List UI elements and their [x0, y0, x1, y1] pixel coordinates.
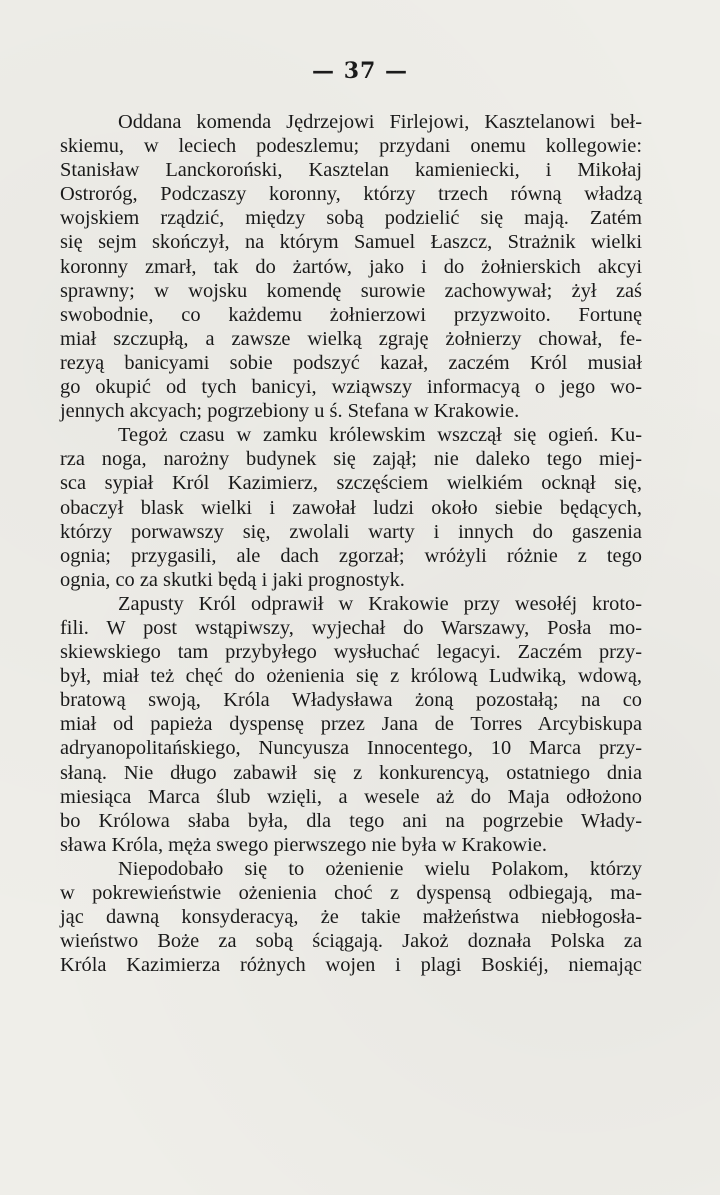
text-line: fili. W post wstąpiwszy, wyjechał do Warszawy, Posła mo- — [60, 616, 642, 639]
text-line: sprawny; w wojsku komendę surowie zachowywał; żył zaś — [60, 279, 642, 302]
page-number: — 37 — — [312, 58, 408, 84]
text-line: wojskiem rządzić, między sobą podzielić się mają. Zatém — [60, 207, 642, 230]
text-line: którzy porwawszy się, zwolali warty i innych do gaszenia — [60, 520, 642, 543]
body-text — [60, 110, 642, 977]
text-line: Niepodobało się to ożenienie wielu Polakom, którzy — [118, 857, 642, 880]
text-line: w pokrewieństwie ożenienia choć z dyspensą odbiegają, ma- — [60, 882, 642, 904]
text-line: Zapusty Król odprawił w Krakowie przy wesołéj kroto- — [118, 592, 642, 615]
text-line: rezyą banicyami sobie podszyć kazał, zaczém Król musiał — [60, 351, 642, 374]
text-line: ognia; przygasili, ale dach zgorzał; wróżyli różnie z tego — [60, 544, 642, 567]
text-line: sca sypiał Król Kazimierz, szczęściem wielkiém ocknął się, — [60, 472, 642, 495]
text-line: sława Króla, męża swego pierwszego nie była w Krakowie. — [60, 833, 547, 856]
text-line: się sejm skończył, na którym Samuel Łaszcz, Strażnik wielki — [60, 231, 642, 254]
text-line: Stanisław Lanckoroński, Kasztelan kamieniecki, i Mikołaj — [60, 159, 642, 182]
text-line: był, miał też chęć do ożenienia się z królową Ludwiką, wdową, — [60, 665, 642, 688]
text-line: ognia, co za skutki będą i jaki prognostyk. — [60, 568, 405, 591]
text-line: Ostroróg, Podczaszy koronny, którzy trzech równą władzą — [60, 183, 642, 206]
text-line: bo Królowa słaba była, dla tego ani na pogrzebie Włady- — [60, 809, 642, 832]
text-line: Króla Kazimierza różnych wojen i plagi Boskiéj, niemając — [60, 954, 642, 977]
text-line: Tegoż czasu w zamku królewskim wszczął się ogień. Ku- — [118, 424, 642, 447]
text-line: Oddana komenda Jędrzejowi Firlejowi, Kasztelanowi beł- — [118, 111, 642, 133]
text-line: wieństwo Boże za sobą ściągają. Jakoż doznała Polska za — [60, 930, 642, 953]
text-line: skiemu, w leciech podeszlemu; przydani onemu kollegowie: — [60, 135, 642, 158]
text-line: miał od papieża dyspensę przez Jana de Torres Arcybiskupa — [60, 713, 642, 736]
text-line: miał szczupłą, a zawsze wielką zgraję żołnierzy chował, fe- — [60, 327, 642, 350]
text-line: go okupić od tych banicyi, wziąwszy informacyą o jego wo- — [60, 376, 642, 399]
text-line: słaną. Nie długo zabawił się z konkurencyą, ostatniego dnia — [60, 761, 642, 784]
text-line: skiewskiego tam przybyłego wysłuchać legacyi. Zaczém przy- — [60, 641, 642, 664]
text-line: jennych akcyach; pogrzebiony u ś. Stefana w Krakowie. — [60, 400, 520, 423]
text-line: miesiąca Marca ślub wzięli, a wesele aż do Maja odłożono — [60, 785, 642, 808]
text-line: jąc dawną konsyderacyą, że takie małżeństwa niebłogosła- — [60, 906, 642, 929]
text-line: swobodnie, co każdemu żołnierzowi przyzwoito. Fortunę — [60, 303, 642, 326]
text-line: rza noga, narożny budynek się zajął; nie daleko tego miej- — [60, 448, 642, 471]
text-line: bratową swoją, Króla Władysława żoną pozostałą; na co — [60, 689, 642, 712]
text-line: obaczył blask wielki i zawołał ludzi około siebie będących, — [60, 496, 642, 519]
text-line: koronny zmarł, tak do żartów, jako i do żołnierskich akcyi — [60, 255, 642, 278]
text-line: adryanopolitańskiego, Nuncyusza Innocentego, 10 Marca przy- — [60, 737, 642, 760]
